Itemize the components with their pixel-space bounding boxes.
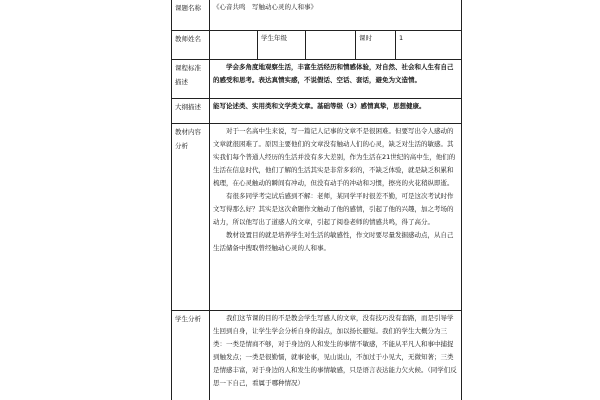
grade-label: 学生年级	[258, 31, 306, 60]
grade-value	[306, 31, 356, 60]
teacher-label: 教师姓名	[172, 31, 210, 60]
student-cell	[210, 311, 462, 400]
outline-text: 能写论述类、实用类和文学类文章。基础等级（3）感情真挚，思想健康。	[210, 99, 462, 124]
analysis-paragraph: 有很多同学考完试后感到不解：老师，某同学平时很差不勤，可是这次考试时作文写得那么好？其实是这次命题作文触动了他的感情，引起了他的兴趣，加之考场的动力，所以他写出了道感人的文章，引起了阅卷老师的情感共鸣，得了高分。	[213, 192, 454, 226]
row-info	[172, 31, 462, 60]
standard-text-cell	[210, 60, 462, 99]
analysis-label: 教材内容分析	[172, 124, 210, 311]
row-title	[172, 0, 462, 31]
title-value: 《心音共鸣 写触动心灵的人和事》	[210, 0, 462, 31]
periods-label: 课时	[356, 31, 396, 60]
standard-label: 课程标准描述	[172, 60, 210, 99]
row-standard	[172, 60, 462, 99]
outline-label: 大纲描述	[172, 99, 210, 124]
student-paragraph: 我们这节课的目的不是教会学生写感人的文章，没有技巧没有套路，而是引导学生回到自身，让学生学会分析自身的弱点，加以扬长避短。我们的学生大概分为三类：一类是情商不够，对于身边的人和发生的事情不敏感，不能从平凡人和事中捕捉到触发点；一类是很勤懦，就事论事，见山说山，不加过于小见大，无微知著；三类是情感丰富，对于身边的人和发生的事情敏感，只是语言表达能力欠火候。（同学们反思一下自己，看属于哪种情况）	[213, 314, 457, 387]
periods-value: 1	[396, 31, 462, 60]
student-label: 学生分析	[172, 311, 210, 400]
analysis-paragraph: 对于一名高中生来说，写一篇记人记事的文章不是很困难。但要写出令人感动的文章就很困难了。原因主要他们的文章没有触动人们的心灵，缺乏对生活的敏感。其实我们每个普通人经历的生活并没有多大差别，作为生活在21世纪的高中生，他们的生活在信息时代，他们了解的生活其实是非常多彩的，不缺乏体验，就是缺乏积累和梳理，在心灵触动的瞬间有冲动，但没有动手的冲动和习惯，擦亮的火花稍纵即逝。	[213, 127, 456, 187]
analysis-cell	[210, 124, 462, 311]
lesson-plan-table	[171, 0, 462, 400]
title-label: 课题名称	[172, 0, 210, 31]
analysis-paragraph: 教材设置目的就是培养学生对生活的敏感性，作文时要尽量发掘感动点，从自己生活储备中搜取曾经触动心灵的人和事。	[213, 231, 454, 252]
row-analysis	[172, 124, 462, 311]
teacher-value	[210, 31, 258, 60]
row-outline	[172, 99, 462, 124]
standard-text: 学会多角度地观察生活，丰富生活经历和情感体验，对自然、社会和人生有自己的感受和思考。表达真情实感，不说假话、空话、套话，避免为文造情。	[213, 63, 454, 84]
row-student	[172, 311, 462, 400]
